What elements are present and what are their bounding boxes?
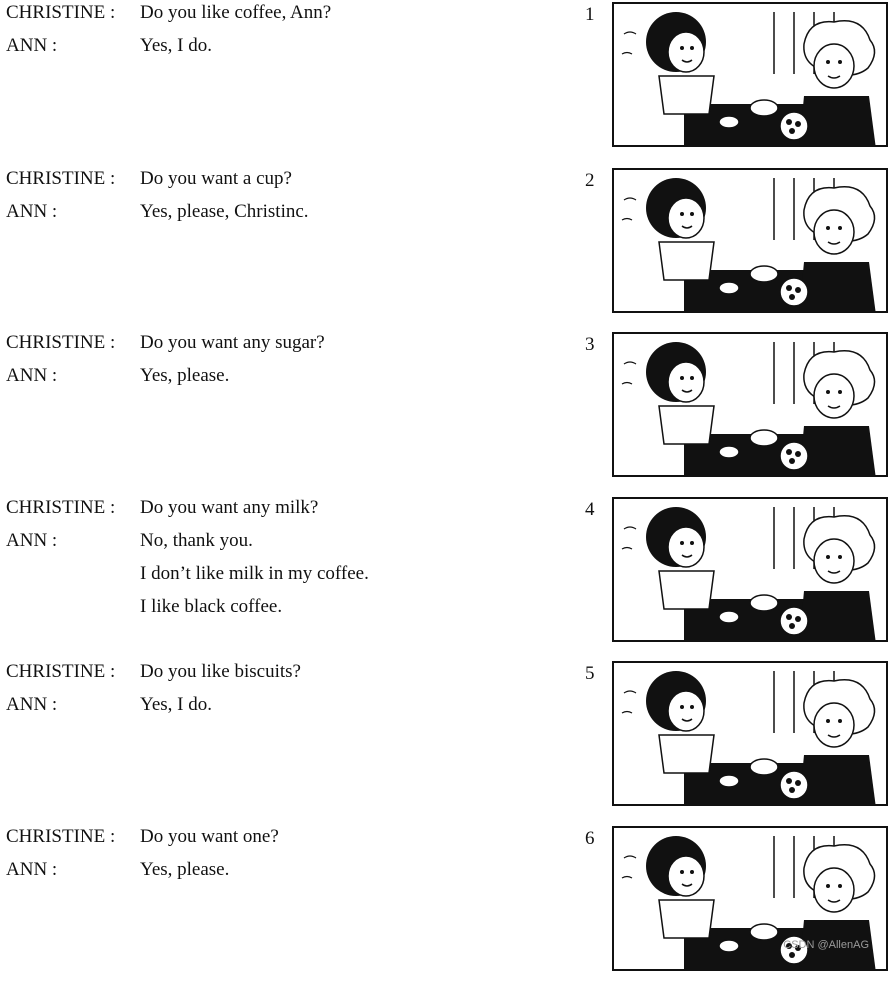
- speaker-label: ANN :: [6, 694, 58, 715]
- dialogue-line: Yes, please, Christinc.: [140, 201, 309, 222]
- speaker-label: ANN :: [6, 201, 58, 222]
- dialogue-line: Do you like coffee, Ann?: [140, 2, 332, 23]
- scene-number: 4: [585, 499, 595, 520]
- cartoon-image: [614, 334, 888, 477]
- speaker-label: CHRISTINE :: [6, 661, 116, 682]
- dialogue-line: No, thank you.: [140, 530, 253, 551]
- scene-illustration: [612, 332, 888, 477]
- speaker-label: CHRISTINE :: [6, 2, 116, 23]
- scene-2: [0, 168, 893, 328]
- cartoon-image: [614, 170, 888, 313]
- scene-6: [0, 826, 893, 986]
- speaker-label: CHRISTINE :: [6, 332, 116, 353]
- scene-illustration: [612, 2, 888, 147]
- dialogue-line: I don’t like milk in my coffee.: [140, 563, 369, 584]
- scene-illustration: [612, 661, 888, 806]
- scene-number: 3: [585, 334, 595, 355]
- dialogue-line: I like black coffee.: [140, 596, 283, 617]
- scene-3: [0, 332, 893, 492]
- speaker-label: CHRISTINE :: [6, 826, 116, 847]
- dialogue-line: Yes, please.: [140, 859, 230, 880]
- dialogue-line: Do you want one?: [140, 826, 279, 847]
- scene-4: [0, 497, 893, 657]
- scene-number: 2: [585, 170, 595, 191]
- scene-illustration: [612, 168, 888, 313]
- scene-number: 1: [585, 4, 595, 25]
- cartoon-image: [614, 4, 888, 147]
- cartoon-image: [614, 663, 888, 806]
- scene-5: [0, 661, 893, 821]
- cartoon-image: [614, 499, 888, 642]
- speaker-label: ANN :: [6, 365, 58, 386]
- scene-number: 6: [585, 828, 595, 849]
- speaker-label: CHRISTINE :: [6, 168, 116, 189]
- dialogue-line: Yes, I do.: [140, 694, 212, 715]
- watermark-label: CSDN @AllenAG: [783, 939, 869, 951]
- scene-number: 5: [585, 663, 595, 684]
- speaker-label: ANN :: [6, 859, 58, 880]
- speaker-label: CHRISTINE :: [6, 497, 116, 518]
- dialogue-line: Do you want any milk?: [140, 497, 319, 518]
- dialogue-line: Do you want any sugar?: [140, 332, 325, 353]
- scene-1: [0, 2, 893, 162]
- dialogue-line: Do you want a cup?: [140, 168, 292, 189]
- speaker-label: ANN :: [6, 35, 58, 56]
- speaker-label: ANN :: [6, 530, 58, 551]
- dialogue-line: Yes, I do.: [140, 35, 212, 56]
- scene-illustration: [612, 497, 888, 642]
- dialogue-line: Do you like biscuits?: [140, 661, 301, 682]
- dialogue-line: Yes, please.: [140, 365, 230, 386]
